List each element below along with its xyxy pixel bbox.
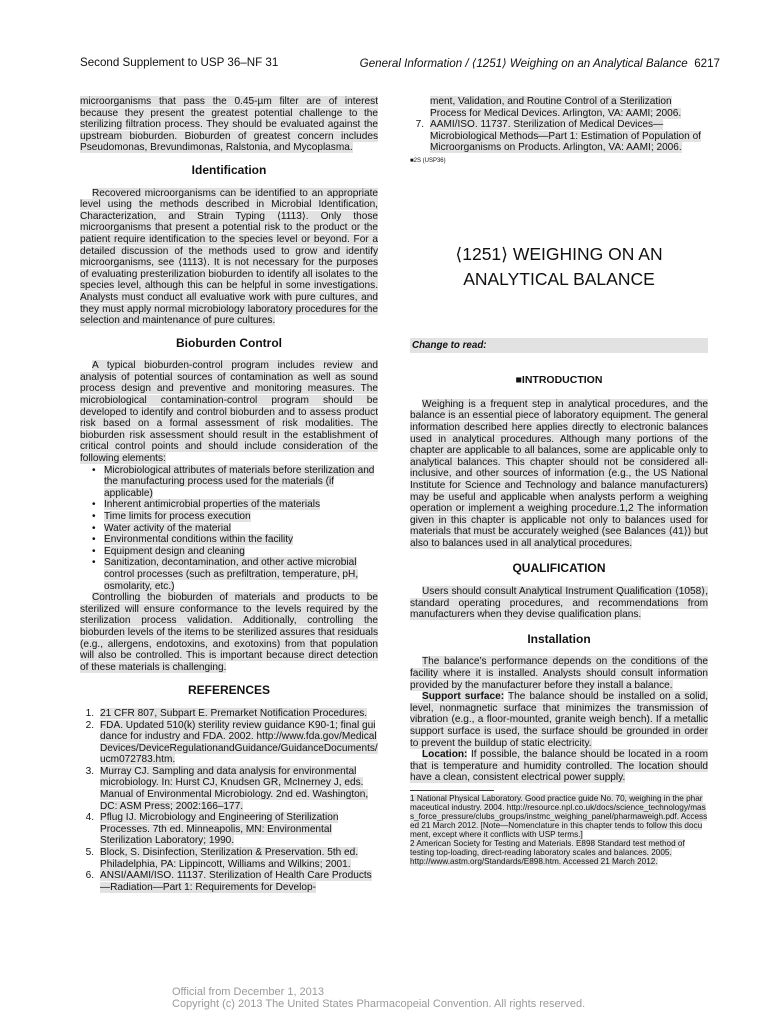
right-column — [410, 96, 708, 866]
list-item: • Time limits for process execution — [104, 511, 378, 523]
reference-item: 2. FDA. Updated 510(k) sterility review guidance K90-1; final guidance for industry and FDA. 2002. http://www.fda.gov/MedicalDevices/DeviceRegulationandGuidance/GuidanceDocuments/ucm072783.htm. — [85, 719, 378, 766]
references-heading: REFERENCES — [187, 683, 270, 698]
reference-item: 6. ANSI/AAMI/ISO. 11137. Sterilization of Health Care Products—Radiation—Part 1: Requirements for Develop- — [85, 870, 372, 893]
change-to-read-label: Change to read: — [410, 338, 708, 354]
references-list — [80, 708, 378, 894]
page-number: 6217 — [694, 57, 720, 70]
references-list-continued — [410, 119, 708, 154]
footer-official-date: Official from December 1, 2013 — [172, 986, 325, 998]
identification-paragraph: Recovered microorganisms can be identified to an appropriate level using the methods described in Microbial Identification, Characterization, and Strain Typing ⟨1113⟩. Only those microorganisms that present a potential risk to the product or the patient require identification to the species level or beyond. For a detailed discussion of the methods used to grow and identify microorganisms, see ⟨1113⟩. It is not necessary for the purposes of evaluating presterilization bioburden to identify all isolates to the species level, although this can be helpful in some investigations. Analysts must conduct all evaluative work with pure cultures, and they must apply normal microbiology laboratory procedures for the selection and maintenance of pure cultures. — [80, 187, 378, 327]
reference-item: 7. AAMI/ISO. 11737. Sterilization of Medical Devices—Microbiological Methods—Part 1: Estimation of Population of Microorganisms on Products. Arlington, VA: AAMI; 2006. — [415, 119, 701, 154]
identification-heading: Identification — [191, 162, 267, 177]
introduction-heading: ■INTRODUCTION — [515, 374, 603, 387]
location-paragraph: Location: If possible, the balance should be located in a room that is temperature and humidity controlled. The location should have a clean, consistent electrical power supply. — [410, 749, 708, 784]
qualification-heading: QUALIFICATION — [512, 561, 606, 576]
bioburden-heading: Bioburden Control — [176, 335, 282, 350]
installation-paragraph: The balance’s performance depends on the conditions of the facility where it is installed. Analysts should consult information provided by the manufacturer before they install a balance. — [410, 656, 708, 691]
left-column — [80, 96, 378, 893]
list-item: • Equipment design and cleaning — [104, 546, 378, 558]
intro-paragraph: microorganisms that pass the 0.45-µm filter are of interest because they present the greatest potential challenge to the sterilizing filtration process. They should be evaluated against the upstream bioburden. Bioburden of greatest concern includes Pseudomonas, Brevundimonas, Ralstonia, and Mycoplasma. — [80, 96, 378, 154]
support-surface-paragraph: Support surface: The balance should be installed on a solid, level, nonmagnetic surface that minimizes the transmission of vibration (e.g., a floor-mounted, granite weigh bench). If a metallic support surface is used, the surface should be grounded in order to prevent the buildup of static electricity. — [410, 691, 708, 749]
footnote-rule — [410, 790, 494, 791]
reference-item: 3. Murray CJ. Sampling and data analysis for environmental microbiology. In: Hurst CJ, Knudsen GR, McInerney J, eds. Manual of Environmental Microbiology. 2nd ed. Washington, DC: ASM Press; 2002:166–177. — [85, 765, 369, 812]
chapter-title: ⟨1251⟩ WEIGHING ON AN ANALYTICAL BALANCE — [455, 243, 663, 289]
reference-item: 5. Block, S. Disinfection, Sterilization & Preservation. 5th ed. Philadelphia, PA: Lippincott, Williams and Wilkins; 2001. — [85, 847, 359, 870]
page-footer — [172, 986, 585, 1010]
revision-mark: ■2S (USP36) — [410, 157, 446, 164]
footer-copyright: Copyright (c) 2013 The United States Pharmacopeial Convention. All rights reserved. — [172, 998, 586, 1010]
running-header-chapter: General Information / ⟨1251⟩ Weighing on an Analytical Balance — [359, 57, 688, 70]
list-item: • Environmental conditions within the facility — [104, 534, 378, 546]
running-header-left: Second Supplement to USP 36–NF 31 — [80, 56, 279, 69]
running-header-right — [360, 56, 720, 70]
reference-item: 4. Pflug IJ. Microbiology and Engineering of Sterilization Processes. 7th ed. Minneapolis, MN: Environmental Sterilization Laboratory; 1990. — [85, 812, 339, 847]
list-item: • Inherent antimicrobial properties of the materials — [104, 499, 378, 511]
introduction-paragraph: Weighing is a frequent step in analytical procedures, and the balance is an essential piece of laboratory equipment. The general information described here applies directly to electronic balances used in analytical procedures. Although many portions of the chapter are applicable to all balances, some are applicable only to analytical balances. This chapter should not be considered all-inclusive, and other sources of information (e.g., the US National Institute for Science and Technology and balance manufacturers) may be useful and applicable when analysts perform a weighing operation or implement a weighing procedure.1,2 The information given in this chapter is applicable not only to balances used for materials that must be accurately weighed (see Balances ⟨41⟩) but also to balances used in all analytical procedures. — [410, 398, 708, 549]
control-paragraph: Controlling the bioburden of materials and products to be sterilized will ensure conformance to the levels required by the sterilization process validation. Additionally, controlling the bioburden levels of the items to be sterilized assures that residuals (e.g., allergens, endotoxins, and exotoxins) from that population will also be controlled. This is important because direct detection of these materials is challenging. — [80, 592, 378, 673]
installation-heading: Installation — [527, 631, 591, 646]
reference-item: 1. 21 CFR 807, Subpart E. Premarket Notification Procedures. — [85, 707, 368, 719]
footnote-2: 2 American Society for Testing and Materials. E898 Standard test method of testing top-loading, direct-reading laboratory scales and balances. 2005. http://www.astm.org/Standards/E898.htm. Accessed 21 March 2012. — [410, 838, 685, 866]
footnote-1: 1 National Physical Laboratory. Good practice guide No. 70, weighing in the pharmaceutical industry. 2004. http://resource.npl.co.uk/docs/science_technology/mass_force_pressure/clubs_groups/instmc_weighing_panel/pharmaweigh.pdf. Accessed 21 March 2012. [Note—Nomenclature in this chapter tends to follow this document, except where it conflicts with USP terms.] — [410, 793, 708, 839]
list-item: • Sanitization, decontamination, and other active microbial control processes (such as prefiltration, temperature, pH, osmolarity, etc.) — [104, 557, 378, 592]
bioburden-elements-list — [80, 465, 378, 593]
bioburden-paragraph: A typical bioburden-control program includes review and analysis of potential sources of contamination as well as sound process design and preventive and monitoring measures. The microbiological contamination-control program should be developed to identify and control bioburden and to assess product risk based on a formal assessment of risk modalities. The bioburden risk assessment should result in the establishment of critical control points and should include consideration of the following elements: — [80, 360, 378, 465]
reference-6-continued: ment, Validation, and Routine Control of a Sterilization Process for Medical Devices. Arlington, VA: AAMI; 2006. — [430, 96, 682, 119]
list-item: • Water activity of the material — [104, 523, 378, 535]
qualification-paragraph: Users should consult Analytical Instrument Qualification ⟨1058⟩, standard operating procedures, and recommendations from manufacturers when they devise qualification plans. — [410, 586, 708, 621]
list-item: • Microbiological attributes of materials before sterilization and the manufacturing process used for the materials (if applicable) — [104, 465, 378, 500]
